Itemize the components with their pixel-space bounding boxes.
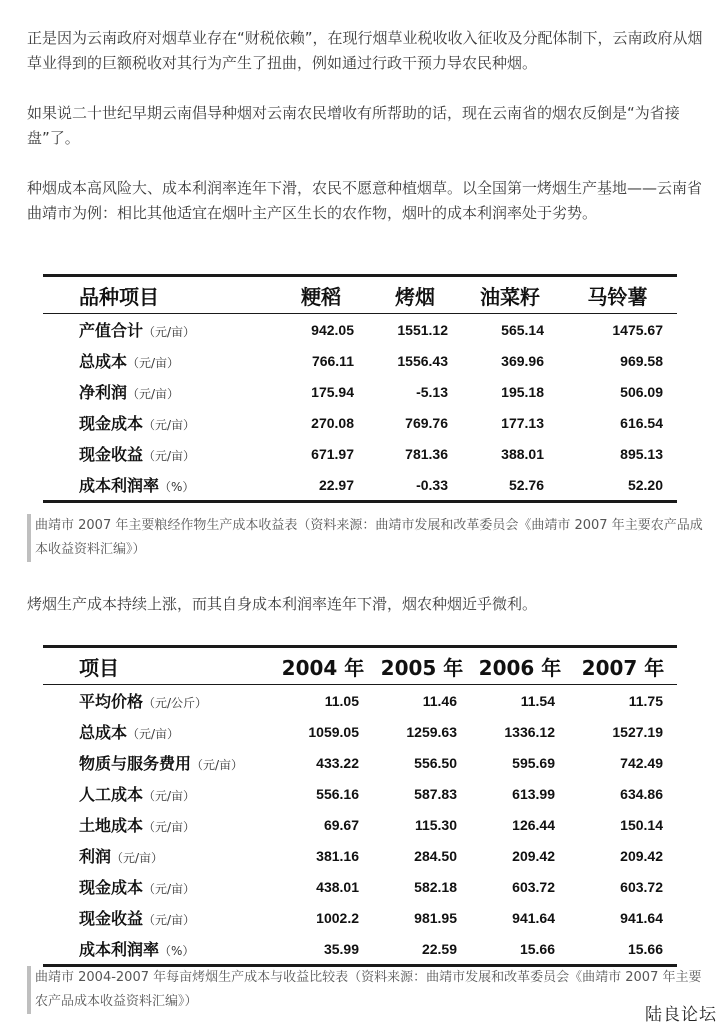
- row-label-text: 成本利润率: [79, 940, 160, 959]
- table-cell: 941.64: [512, 909, 555, 926]
- table-cell: 613.99: [512, 785, 555, 802]
- row-label-text: 平均价格: [79, 692, 144, 711]
- table-cell: 595.69: [512, 754, 555, 771]
- table-cell: 1527.19: [612, 723, 663, 740]
- table-cell: 209.42: [620, 847, 663, 864]
- row-unit: （元/亩）: [143, 418, 196, 432]
- table-cell: 616.54: [620, 414, 663, 431]
- row-label-text: 物质与服务费用: [79, 754, 192, 773]
- row-label: [43, 438, 274, 469]
- header-col-4: 2007 年: [581, 655, 665, 680]
- table-cell: 15.66: [519, 940, 555, 957]
- row-label: [43, 747, 273, 778]
- table-cell: 11.46: [422, 692, 457, 709]
- table-row: [43, 438, 677, 469]
- table-cell: 766.11: [311, 352, 354, 369]
- table-cell: 634.86: [620, 785, 663, 802]
- row-label: [43, 685, 273, 717]
- table-cell: 556.50: [414, 754, 457, 771]
- row-unit: （元/亩）: [191, 758, 244, 772]
- table-row: [43, 933, 677, 966]
- row-label-text: 净利润: [79, 383, 128, 402]
- table-cell: 69.67: [323, 816, 359, 833]
- row-label-text: 产值合计: [79, 321, 144, 340]
- row-unit: （元/亩）: [143, 789, 196, 803]
- header-col-4: 马铃薯: [587, 284, 648, 309]
- table-row: [43, 407, 677, 438]
- table-row: [43, 778, 677, 809]
- table-cell: 22.97: [318, 476, 354, 493]
- table-cell: 270.08: [311, 414, 354, 431]
- table-cell: 1556.43: [397, 352, 448, 369]
- paragraph-cost-risk: 种烟成本高风险大、成本利润率连年下滑，农民不愿意种植烟草。以全国第一烤烟生产基地——云南省曲靖市为例：相比其他适宜在烟叶主产区生长的农作物，烟叶的成本利润率处于劣势。: [27, 179, 703, 222]
- table-cell: 11.75: [628, 692, 663, 709]
- table-cell: 941.64: [620, 909, 663, 926]
- row-label-text: 利润: [79, 847, 112, 866]
- table-row: [43, 871, 677, 902]
- crop-comparison-table: [43, 274, 677, 503]
- table-cell: 506.09: [620, 383, 663, 400]
- header-col-1: 2004 年: [281, 655, 365, 680]
- table-cell: 150.14: [620, 816, 663, 833]
- row-label-text: 人工成本: [79, 785, 144, 804]
- table-cell: 52.76: [508, 476, 544, 493]
- header-col-2: 烤烟: [395, 284, 435, 309]
- table-cell: 209.42: [512, 847, 555, 864]
- table-row: [43, 840, 677, 871]
- header-col-1: 粳稻: [301, 284, 341, 309]
- row-unit: （%）: [159, 480, 195, 494]
- table-cell: 177.13: [501, 414, 544, 431]
- row-label: [43, 314, 274, 346]
- table-row: [43, 716, 677, 747]
- table-cell: 587.83: [414, 785, 457, 802]
- table-cell: 895.13: [620, 445, 663, 462]
- row-label: [43, 376, 274, 407]
- table-cell: 1002.2: [316, 909, 359, 926]
- table-row: [43, 809, 677, 840]
- table2-caption: 曲靖市 2004-2007 年每亩烤烟生产成本与收益比较表（资料来源：曲靖市发展和改革委员会《曲靖市 2007 年主要农产品成本收益资料汇编》）: [27, 966, 711, 1014]
- table-cell: 981.95: [414, 909, 457, 926]
- table-cell: -0.33: [416, 476, 448, 493]
- table-row: [43, 376, 677, 407]
- watermark-logo: 陆良论坛: [645, 1005, 717, 1025]
- table-cell: 22.59: [421, 940, 457, 957]
- table-cell: 388.01: [501, 445, 544, 462]
- paragraph-farmers-burden: 如果说二十世纪早期云南倡导种烟对云南农民增收有所帮助的话，现在云南省的烟农反倒是“为省接盘”了。: [27, 104, 680, 147]
- paragraph-fiscal-dependence: 正是因为云南政府对烟草业存在“财税依赖”，在现行烟草业税收收入征收及分配体制下，云南政府从烟草业得到的巨额税收对其行为产生了扭曲，例如通过行政干预力导农民种烟。: [27, 29, 703, 72]
- table-cell: 115.30: [414, 816, 457, 833]
- row-label-text: 总成本: [79, 723, 128, 742]
- row-label-text: 总成本: [79, 352, 128, 371]
- row-label: [43, 469, 274, 502]
- table-cell: 126.44: [512, 816, 555, 833]
- header-item: 品种项目: [79, 284, 159, 309]
- row-label: [43, 933, 273, 966]
- table-cell: 742.49: [620, 754, 663, 771]
- table-row: [43, 314, 677, 346]
- table-cell: 11.05: [324, 692, 359, 709]
- table-cell: 11.54: [520, 692, 555, 709]
- table-cell: 35.99: [323, 940, 359, 957]
- table-row: [43, 747, 677, 778]
- row-label: [43, 345, 274, 376]
- row-label: [43, 778, 273, 809]
- table-cell: 1551.12: [397, 321, 448, 338]
- table-cell: 969.58: [620, 352, 663, 369]
- table-cell: 433.22: [316, 754, 359, 771]
- table-row: [43, 345, 677, 376]
- row-unit: （元/亩）: [143, 820, 196, 834]
- table1-caption: 曲靖市 2007 年主要粮经作物生产成本收益表（资料来源：曲靖市发展和改革委员会《曲靖市 2007 年主要农产品成本收益资料汇编》）: [27, 514, 711, 562]
- table-cell: 1336.12: [504, 723, 555, 740]
- table-cell: 175.94: [311, 383, 354, 400]
- row-unit: （元/公斤）: [143, 696, 208, 710]
- table-cell: 1059.05: [308, 723, 359, 740]
- table-cell: 942.05: [311, 321, 354, 338]
- table-cell: 369.96: [501, 352, 544, 369]
- table-cell: 15.66: [627, 940, 663, 957]
- row-label: [43, 407, 274, 438]
- row-unit: （元/亩）: [143, 882, 196, 896]
- row-label: [43, 809, 273, 840]
- table-row: [43, 469, 677, 502]
- header-col-3: 2006 年: [478, 655, 562, 680]
- table-cell: 556.16: [316, 785, 359, 802]
- table-cell: 603.72: [620, 878, 663, 895]
- table-cell: 438.01: [316, 878, 359, 895]
- row-label-text: 现金成本: [79, 414, 144, 433]
- header-col-2: 2005 年: [380, 655, 464, 680]
- row-label-text: 土地成本: [79, 816, 144, 835]
- table-row: [43, 902, 677, 933]
- table-cell: 565.14: [501, 321, 544, 338]
- table-cell: 195.18: [501, 383, 544, 400]
- table-cell: 284.50: [414, 847, 457, 864]
- row-label: [43, 902, 273, 933]
- row-label: [43, 871, 273, 902]
- row-unit: （元/亩）: [143, 913, 196, 927]
- row-label: [43, 840, 273, 871]
- table-cell: -5.13: [416, 383, 448, 400]
- table-cell: 769.76: [405, 414, 448, 431]
- row-label-text: 成本利润率: [79, 476, 160, 495]
- table-row: [43, 685, 677, 717]
- row-unit: （元/亩）: [127, 356, 180, 370]
- table-cell: 1259.63: [406, 723, 457, 740]
- table-cell: 1475.67: [612, 321, 663, 338]
- table-cell: 671.97: [311, 445, 354, 462]
- header-col-3: 油菜籽: [480, 284, 540, 309]
- row-label-text: 现金成本: [79, 878, 144, 897]
- table-cell: 603.72: [512, 878, 555, 895]
- table-cell: 381.16: [316, 847, 359, 864]
- header-item: 项目: [79, 655, 119, 680]
- row-unit: （元/亩）: [143, 449, 196, 463]
- row-unit: （元/亩）: [127, 387, 180, 401]
- row-unit: （%）: [159, 944, 195, 958]
- table-cell: 52.20: [627, 476, 663, 493]
- row-label: [43, 716, 273, 747]
- row-label-text: 现金收益: [79, 909, 144, 928]
- row-unit: （元/亩）: [111, 851, 164, 865]
- row-label-text: 现金收益: [79, 445, 144, 464]
- table-cell: 781.36: [405, 445, 448, 462]
- table-cell: 582.18: [414, 878, 457, 895]
- row-unit: （元/亩）: [143, 325, 196, 339]
- tobacco-cost-table: [43, 645, 677, 967]
- row-unit: （元/亩）: [127, 727, 180, 741]
- paragraph-tobacco-cost: 烤烟生产成本持续上涨，而其自身成本利润率连年下滑，烟农种烟近乎微利。: [27, 595, 538, 613]
